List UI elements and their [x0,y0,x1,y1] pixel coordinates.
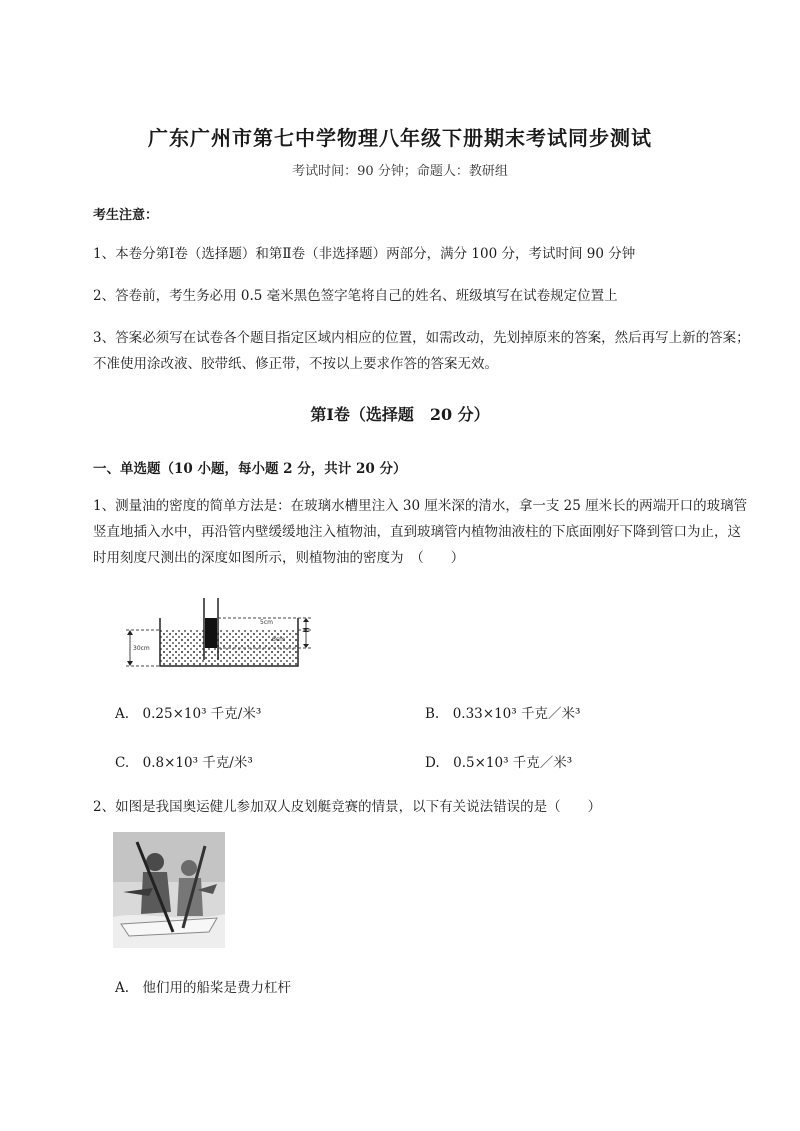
question-2-photo [113,832,225,948]
question-1-option-a[interactable]: A. 0.25×10³ 千克/米³ [115,706,262,722]
question-1-figure [120,590,330,670]
question-group-heading: 一、单选题（10 小题，每小题 2 分，共计 20 分） [93,461,407,477]
notice-item-1: 1、本卷分第Ⅰ卷（选择题）和第Ⅱ卷（非选择题）两部分，满分 100 分，考试时间 90 分钟 [93,246,636,262]
page-title: 广东广州市第七中学物理八年级下册期末考试同步测试 [148,126,652,150]
figure-label-left: 30cm [133,645,150,652]
figure-label-right-top: 5cm [260,619,273,626]
notice-item-3: 3、答案必须写在试卷各个题目指定区域内相应的位置，如需改动，先划掉原来的答案，然后再写上新的答案；不准使用涂改液、胶带纸、修正带，不按以上要求作答的答案无效。 [93,330,750,372]
exam-info: 考试时间：90 分钟；命题人：教研组 [292,164,508,179]
figure-label-right-mid: 6cm [272,636,285,643]
section-title: 第Ⅰ卷（选择题 20 分） [310,405,490,424]
question-1-stem: 1、测量油的密度的简单方法是：在玻璃水槽里注入 30 厘米深的清水，拿一支 25 厘米长的两端开口的玻璃管竖直地插入水中，再沿管内壁缓缓地注入植物油，直到玻璃管内植物油液柱的下底面刚好下降到管口为止，这时用刻度尺测出的深度如图所示，则植物油的密度为 （ ） [93,498,748,566]
question-2-stem: 2、如图是我国奥运健儿参加双人皮划艇竞赛的情景，以下有关说法错误的是（ ） [93,799,602,815]
question-1-option-b[interactable]: B. 0.33×10³ 千克／米³ [425,706,581,722]
question-1-option-c[interactable]: C. 0.8×10³ 千克/米³ [115,755,253,771]
question-2-option-a[interactable]: A. 他们用的船桨是费力杠杆 [115,980,292,996]
notice-item-2: 2、答卷前，考生务必用 0.5 毫米黑色签字笔将自己的姓名、班级填写在试卷规定位置上 [93,288,618,304]
oil-column [205,618,217,648]
question-1-option-d[interactable]: D. 0.5×10³ 千克／米³ [425,755,573,771]
notice-heading: 考生注意： [93,208,159,223]
